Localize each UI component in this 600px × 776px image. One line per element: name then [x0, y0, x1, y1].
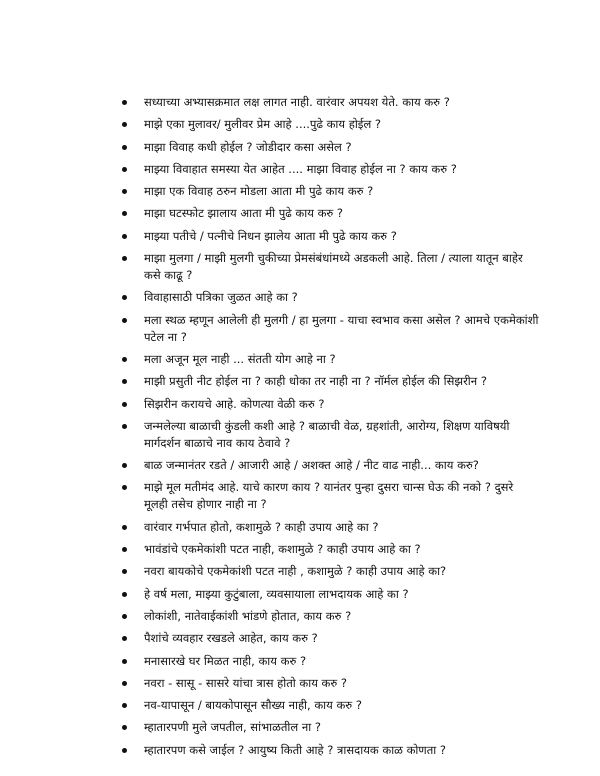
list-item-text: नवरा बायकोचे एकमेकांशी पटत नाही , कशामुळे ? काही उपाय आहे का? — [144, 564, 447, 579]
bullet-icon — [122, 636, 127, 641]
bullet-icon — [122, 357, 127, 362]
bullet-icon — [122, 725, 127, 730]
question-list — [120, 94, 540, 764]
list-item — [120, 479, 540, 513]
list-item — [120, 205, 540, 222]
bullet-icon — [122, 256, 127, 261]
bullet-icon — [122, 234, 127, 239]
list-item-text: माझ्या विवाहात समस्या येत आहेत .... माझा विवाह होईल ना ? काय करु ? — [144, 161, 457, 176]
list-item-text: म्हातारपण कसे जाईल ? आयुष्य किती आहे ? त्रासदायक काळ कोणता ? — [144, 742, 446, 757]
list-item — [120, 742, 540, 759]
list-item-text: मनासारखे घर मिळत नाही, काय करु ? — [144, 653, 307, 668]
list-item-text: माझा मुलगा / माझी मुलगी चुकीच्या प्रेमसंबंधांमध्ये अडकली आहे. तिला / त्याला यातून बाहेर कसे काढू ? — [144, 251, 523, 283]
list-item — [120, 183, 540, 200]
bullet-icon — [122, 614, 127, 619]
bullet-icon — [122, 485, 127, 490]
list-item — [120, 563, 540, 580]
list-item — [120, 228, 540, 245]
list-item — [120, 250, 540, 284]
list-item — [120, 675, 540, 692]
bullet-icon — [122, 189, 127, 194]
list-item — [120, 351, 540, 368]
bullet-icon — [122, 463, 127, 468]
list-item-text: माझी प्रसुती नीट होईल ना ? काही धोका तर नाही ना ? नॉर्मल होईल की सिझरीन ? — [144, 374, 487, 389]
bullet-icon — [122, 145, 127, 150]
list-item-text: माझा विवाह कधी होईल ? जोडीदार कसा असेल ? — [144, 139, 352, 154]
list-item — [120, 457, 540, 474]
bullet-icon — [122, 659, 127, 664]
list-item — [120, 161, 540, 178]
bullet-icon — [122, 379, 127, 384]
list-item-text: मला अजून मूल नाही ... संतती योग आहे ना ? — [144, 351, 336, 366]
list-item-text: माझा एक विवाह ठरुन मोडला आता मी पुढे काय करु ? — [144, 184, 374, 199]
list-item-text: नव-यापासून / बायकोपासून सौख्य नाही, काय करु ? — [144, 698, 362, 713]
list-item — [120, 630, 540, 647]
list-item — [120, 541, 540, 558]
list-item — [120, 289, 540, 306]
list-item-text: माझ्या पतीचे / पत्नीचे निधन झालेय आता मी पुढे काय करु ? — [144, 228, 397, 243]
list-item — [120, 396, 540, 413]
bullet-icon — [122, 703, 127, 708]
bullet-icon — [122, 167, 127, 172]
list-item-text: नवरा - सासू - सासरे यांचा त्रास होतो काय करु ? — [144, 675, 348, 690]
bullet-icon — [122, 318, 127, 323]
bullet-icon — [122, 122, 127, 127]
list-item-text: लोकांशी, नातेवाईकांशी भांडणे होतात, काय करु ? — [144, 608, 352, 623]
list-item-text: म्हातारपणी मुले जपतील, सांभाळतील ना ? — [144, 720, 321, 735]
list-item — [120, 312, 540, 346]
list-item-text: बाळ जन्मानंतर रडते / आजारी आहे / अशक्त आहे / नीट वाढ नाही... काय करु? — [144, 458, 479, 473]
list-item-text: विवाहासाठी पत्रिका जुळत आहे का ? — [144, 290, 298, 305]
list-item — [120, 697, 540, 714]
bullet-icon — [122, 211, 127, 216]
bullet-icon — [122, 100, 127, 105]
bullet-icon — [122, 681, 127, 686]
list-item-text: जन्मलेल्या बाळाची कुंडली कशी आहे ? बाळाची वेळ, ग्रहशांती, आरोग्य, शिक्षण याविषयी मार्गदर्शन बाळाचे नाव काय ठेवावे ? — [144, 418, 510, 450]
list-item-text: माझे मूल मतीमंद आहे. याचे कारण काय ? यानंतर पुन्हा दुसरा चान्स घेऊ की नको ? दुसरे मूलही तसेच होणार नाही ना ? — [144, 480, 514, 512]
list-item — [120, 586, 540, 603]
list-item-text: सिझरीन करायचे आहे. कोणत्या वेळी करु ? — [144, 396, 325, 411]
bullet-icon — [122, 569, 127, 574]
bullet-icon — [122, 547, 127, 552]
list-item — [120, 373, 540, 390]
bullet-icon — [122, 402, 127, 407]
list-item — [120, 94, 540, 111]
list-item-text: हे वर्ष मला, माझ्या कुटुंबाला, व्यवसायाला लाभदायक आहे का ? — [144, 586, 409, 601]
bullet-icon — [122, 592, 127, 597]
list-item — [120, 418, 540, 452]
list-item — [120, 608, 540, 625]
list-item-text: पैशांचे व्यवहार रखडले आहेत, काय करु ? — [144, 631, 318, 646]
list-item-text: भावंडांचे एकमेकांशी पटत नाही, कशामुळे ? काही उपाय आहे का ? — [144, 542, 421, 557]
bullet-icon — [122, 424, 127, 429]
list-item-text: माझे एका मुलावर/ मुलीवर प्रेम आहे ....पुढे काय होईल ? — [144, 117, 382, 132]
bullet-icon — [122, 748, 127, 753]
bullet-icon — [122, 295, 127, 300]
list-item-text: मला स्थळ म्हणून आलेली ही मुलगी / हा मुलगा - याचा स्वभाव कसा असेल ? आमचे एकमेकांशी पटेल ना ? — [144, 312, 539, 344]
list-item-text: माझा घटस्फोट झालाय आता मी पुढे काय करु ? — [144, 206, 344, 221]
bullet-icon — [122, 525, 127, 530]
list-item — [120, 519, 540, 536]
list-item-text: वारंवार गर्भपात होतो, कशामुळे ? काही उपाय आहे का ? — [144, 519, 379, 534]
list-item — [120, 653, 540, 670]
list-item — [120, 139, 540, 156]
list-item-text: सध्याच्या अभ्यासक्रमात लक्ष लागत नाही. वारंवार अपयश येते. काय करु ? — [144, 95, 450, 109]
list-item — [120, 719, 540, 736]
list-item — [120, 116, 540, 133]
